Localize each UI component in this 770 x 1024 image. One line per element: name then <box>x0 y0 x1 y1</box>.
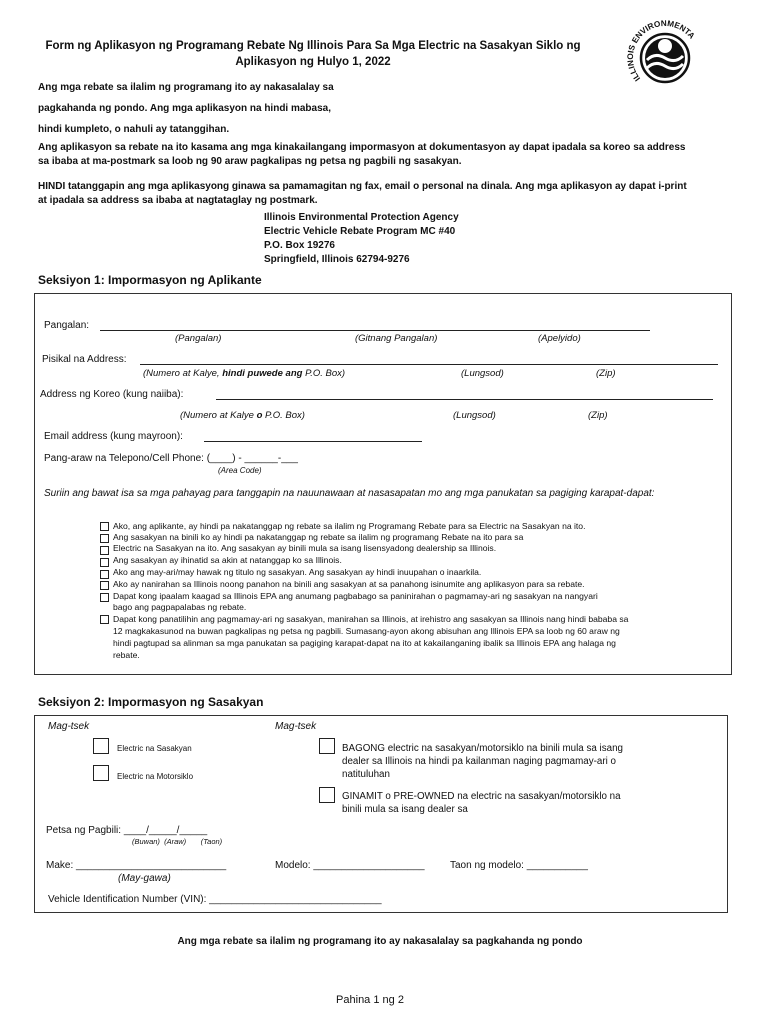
label-electric-motorcycle: Electric na Motorsiklo <box>117 772 194 781</box>
address-line-1: Illinois Environmental Protection Agency <box>264 212 459 223</box>
email-input[interactable] <box>204 441 422 442</box>
checkbox-used-vehicle[interactable] <box>319 787 335 803</box>
purchase-date-sub: (Buwan) (Araw) (Taon) <box>132 837 223 846</box>
mailing-address-label: Address ng Koreo (kung naiiba): <box>40 389 184 400</box>
ack-checkbox-2[interactable] <box>100 534 109 543</box>
name-input[interactable] <box>100 330 650 331</box>
mailing-address <box>264 211 459 267</box>
ack-text-7d: rebate. <box>113 650 140 660</box>
model-label[interactable]: Modelo: ____________________ <box>275 860 425 871</box>
mailing-sub-city: (Lungsod) <box>453 410 496 421</box>
svg-text:ILLINOIS ENVIRONMENTAL PROTECT: ILLINOIS ENVIRONMENTAL <box>625 18 697 83</box>
address-line-4: Springfield, Illinois 62794-9276 <box>264 254 410 265</box>
phone-area-code-sub: (Area Code) <box>218 466 262 475</box>
ack-checkbox-6[interactable] <box>100 581 109 590</box>
physical-sub-street: (Numero at Kalye, hindi puwede ang P.O. Box) <box>143 368 346 379</box>
physical-address-input[interactable] <box>140 364 718 365</box>
ack-text-1: Ako, ang aplikante, ay hindi pa nakatanggap ng rebate sa ilalim ng Programang Rebate para sa Electric na Sasakyan na ito. <box>113 521 586 531</box>
ack-text-7b: 12 magkakasunod na buwan pagkalipas ng petsa ng pagbili. Sumasang-ayon akong abisuhan ang Illinois EPA sa loob ng 60 araw ng <box>113 626 620 636</box>
physical-sub-city: (Lungsod) <box>461 368 504 379</box>
checkbox-electric-car[interactable] <box>93 738 109 754</box>
checkbox-electric-motorcycle[interactable] <box>93 765 109 781</box>
ack-text-2b: Electric na Sasakyan na ito. Ang sasakyan ay binili mula sa isang lisensyadong dealership sa Illinois. <box>113 543 497 553</box>
address-line-3: P.O. Box 19276 <box>264 240 335 251</box>
mailing-sub-zip: (Zip) <box>588 410 608 421</box>
ack-checkbox-5[interactable] <box>100 570 109 579</box>
ack-checkbox-8[interactable] <box>100 615 109 624</box>
ack-text-3: Ang sasakyan ay ihinatid sa akin at natanggap ko sa Illinois. <box>113 555 342 565</box>
ack-checkbox-1[interactable] <box>100 522 109 531</box>
intro-line-2: pagkahanda ng pondo. Ang mga aplikasyon na hindi mabasa, <box>38 103 332 114</box>
name-label: Pangalan: <box>44 320 90 331</box>
ack-text-7a: Dapat kong panatilihin ang pagmamay-ari ng sasakyan, manirahan sa Illinois, at irehistro ang sasakyan sa Illinois nang hindi bababa sa <box>113 614 629 624</box>
checkbox-new-vehicle[interactable] <box>319 738 335 754</box>
address-line-2: Electric Vehicle Rebate Program MC #40 <box>264 226 456 237</box>
eligibility-instructions: Suriin ang bawat isa sa mga pahayag para tanggapin na nauunawaan at nasasapatan mo ang mga panukatan sa pagiging karapat-dapat: <box>44 488 655 499</box>
ack-text-7c: hindi pagtupad sa alinman sa mga panukatan sa pagiging karapat-dapat na ito at kakailanganing ibalik sa Illinois EPA ang halaga ng <box>113 638 616 648</box>
intro-line-3: hindi kumpleto, o nahuli ay tatanggihan. <box>38 124 230 135</box>
physical-address-label: Pisikal na Address: <box>42 354 127 365</box>
model-year-label[interactable]: Taon ng modelo: ___________ <box>450 860 588 871</box>
label-new-vehicle: BAGONG electric na sasakyan/motorsiklo na binili mula sa isang dealer sa Illinois na hindi pa kailanman naging pagmamay-ari o natituluhan <box>342 743 623 780</box>
vin-label[interactable]: Vehicle Identification Number (VIN): _______________________________ <box>48 894 382 905</box>
mailing-address-input[interactable] <box>216 399 713 400</box>
name-sub-last: (Apelyido) <box>538 333 581 344</box>
section-2-title: Seksiyon 2: Impormasyon ng Sasakyan <box>38 695 264 709</box>
page-number: Pahina 1 ng 2 <box>336 994 404 1006</box>
ack-text-5: Ako ay nanirahan sa Illinois noong panahon na binili ang sasakyan at sa panahong isinumite ang aplikasyon para sa rebate. <box>113 579 585 589</box>
phone-label[interactable]: Pang-araw na Telepono/Cell Phone: (____) - ______-___ <box>44 453 298 464</box>
ack-checkbox-4[interactable] <box>100 558 109 567</box>
name-sub-first: (Pangalan) <box>175 333 222 344</box>
illinois-epa-seal <box>615 8 715 108</box>
ack-checkbox-3[interactable] <box>100 546 109 555</box>
make-sub: (May-gawa) <box>118 873 171 884</box>
make-label[interactable]: Make: ___________________________ <box>46 860 227 871</box>
physical-sub-zip: (Zip) <box>596 368 616 379</box>
ack-text-4: Ako ang may-ari/may hawak ng titulo ng sasakyan. Ang sasakyan ay hindi inuupahan o inaarkila. <box>113 567 482 577</box>
vehicle-type-mark-label: Mag-tsek <box>48 721 90 732</box>
funding-note: Ang mga rebate sa ilalim ng programang ito ay nakasalalay sa pagkahanda ng pondo <box>177 936 583 947</box>
ack-checkbox-7[interactable] <box>100 593 109 602</box>
label-electric-car: Electric na Sasakyan <box>117 744 192 753</box>
vehicle-condition-mark-label: Mag-tsek <box>275 721 317 732</box>
intro-line-1: Ang mga rebate sa ilalim ng programang ito ay nakasalalay sa <box>38 82 334 93</box>
intro-no-fax-notice: HINDI tatanggapin ang mga aplikasyong ginawa sa pamamagitan ng fax, email o personal na dinala. Ang mga aplikasyon ay dapat i-print at ipadala sa address sa ibaba at nagtataglay ng postmark. <box>38 181 687 206</box>
ack-text-6a: Dapat kong ipaalam kaagad sa Illinois EPA ang anumang pagbabago sa paninirahan o pagmamay-ari ng sasakyan na nangyari <box>113 591 598 601</box>
mailing-sub-street: (Numero at Kalye o P.O. Box) <box>180 410 305 421</box>
form-title: Form ng Aplikasyon ng Programang Rebate Ng Illinois Para Sa Mga Electric na Sasakyan Siklo ng Aplikasyon ng Hulyo 1, 2022 <box>45 40 581 68</box>
name-sub-middle: (Gitnang Pangalan) <box>355 333 438 344</box>
intro-mailing-requirement: Ang aplikasyon sa rebate na ito kasama ang mga kinakailangang impormasyon at dokumentasyon ay dapat ipadala sa koreo sa address sa ibaba at ma-postmark sa loob ng 90 araw pagkalipas ng petsa ng pagbili ng sasakyan. <box>38 142 686 167</box>
label-used-vehicle: GINAMIT o PRE-OWNED na electric na sasakyan/motorsiklo na binili mula sa isang dealer sa <box>342 791 621 815</box>
ack-text-2a: Ang sasakyan na binili ko ay hindi pa nakatanggap ng rebate sa ilalim ng programang Rebate na ito para sa <box>113 532 524 542</box>
purchase-date-label[interactable]: Petsa ng Pagbili: ____/_____/_____ <box>46 825 208 836</box>
section-1-title: Seksiyon 1: Impormasyon ng Aplikante <box>38 273 262 287</box>
ack-text-6b: bago ang pagpapalabas ng rebate. <box>113 602 247 612</box>
email-label: Email address (kung mayroon): <box>44 431 183 442</box>
